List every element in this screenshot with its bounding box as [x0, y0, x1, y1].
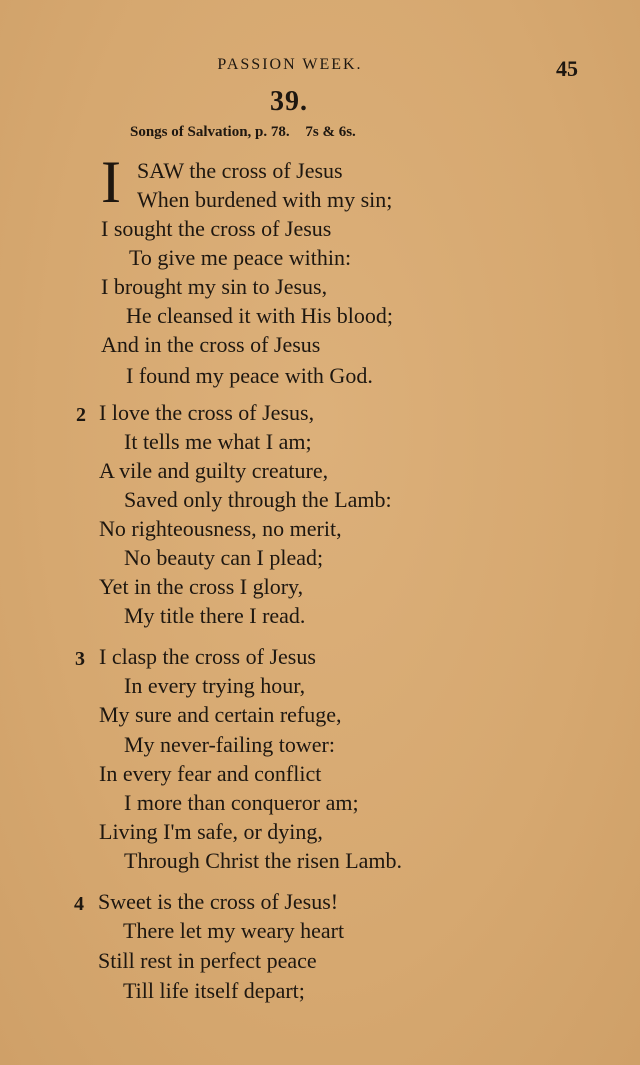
- verse-line: Still rest in perfect peace: [98, 948, 317, 973]
- tune-source: Songs of Salvation, p. 78.: [130, 124, 290, 140]
- verse-line: I sought the cross of Jesus: [101, 216, 332, 241]
- verse-line: Till life itself depart;: [123, 978, 305, 1003]
- verse-line: In every fear and conflict: [99, 761, 322, 786]
- verse-line: In every trying hour,: [124, 673, 306, 698]
- hymn-meter: 7s & 6s.: [305, 124, 356, 140]
- stanza-number: 3: [75, 648, 85, 670]
- hymn-number: 39.: [270, 86, 308, 117]
- verse-line: I clasp the cross of Jesus: [99, 644, 316, 669]
- verse-line: My title there I read.: [124, 603, 306, 628]
- verse-line: A vile and guilty creature,: [99, 458, 329, 483]
- verse-line: My never-failing tower:: [124, 732, 335, 757]
- verse-line: He cleansed it with His blood;: [126, 303, 394, 328]
- tune-reference: [130, 124, 530, 141]
- drop-cap: I: [101, 149, 121, 215]
- running-head: PASSION WEEK.: [217, 56, 363, 73]
- verse-line: When burdened with my sin;: [137, 187, 393, 212]
- verse-line: It tells me what I am;: [124, 429, 312, 454]
- verse-line: Through Christ the risen Lamb.: [124, 848, 403, 873]
- stanza-number: 2: [76, 404, 86, 426]
- verse-line: To give me peace within:: [129, 245, 352, 270]
- verse-line: Living I'm safe, or dying,: [99, 819, 323, 844]
- verse-line: I more than conqueror am;: [124, 790, 359, 815]
- page-number: 45: [556, 56, 578, 81]
- verse-line: Saved only through the Lamb:: [124, 487, 392, 512]
- stanza-number: 4: [74, 893, 84, 915]
- verse-line: I brought my sin to Jesus,: [101, 274, 328, 299]
- verse-line: Yet in the cross I glory,: [99, 574, 304, 599]
- verse-line: And in the cross of Jesus: [101, 332, 321, 357]
- verse-line: No righteousness, no merit,: [99, 516, 342, 541]
- verse-line: I love the cross of Jesus,: [99, 400, 315, 425]
- verse-line: There let my weary heart: [123, 918, 345, 943]
- verse-line: SAW the cross of Jesus: [137, 158, 343, 183]
- verse-line: No beauty can I plead;: [124, 545, 324, 570]
- verse-line: Sweet is the cross of Jesus!: [98, 889, 339, 914]
- verse-line: I found my peace with God.: [126, 363, 373, 388]
- verse-line: My sure and certain refuge,: [99, 702, 342, 727]
